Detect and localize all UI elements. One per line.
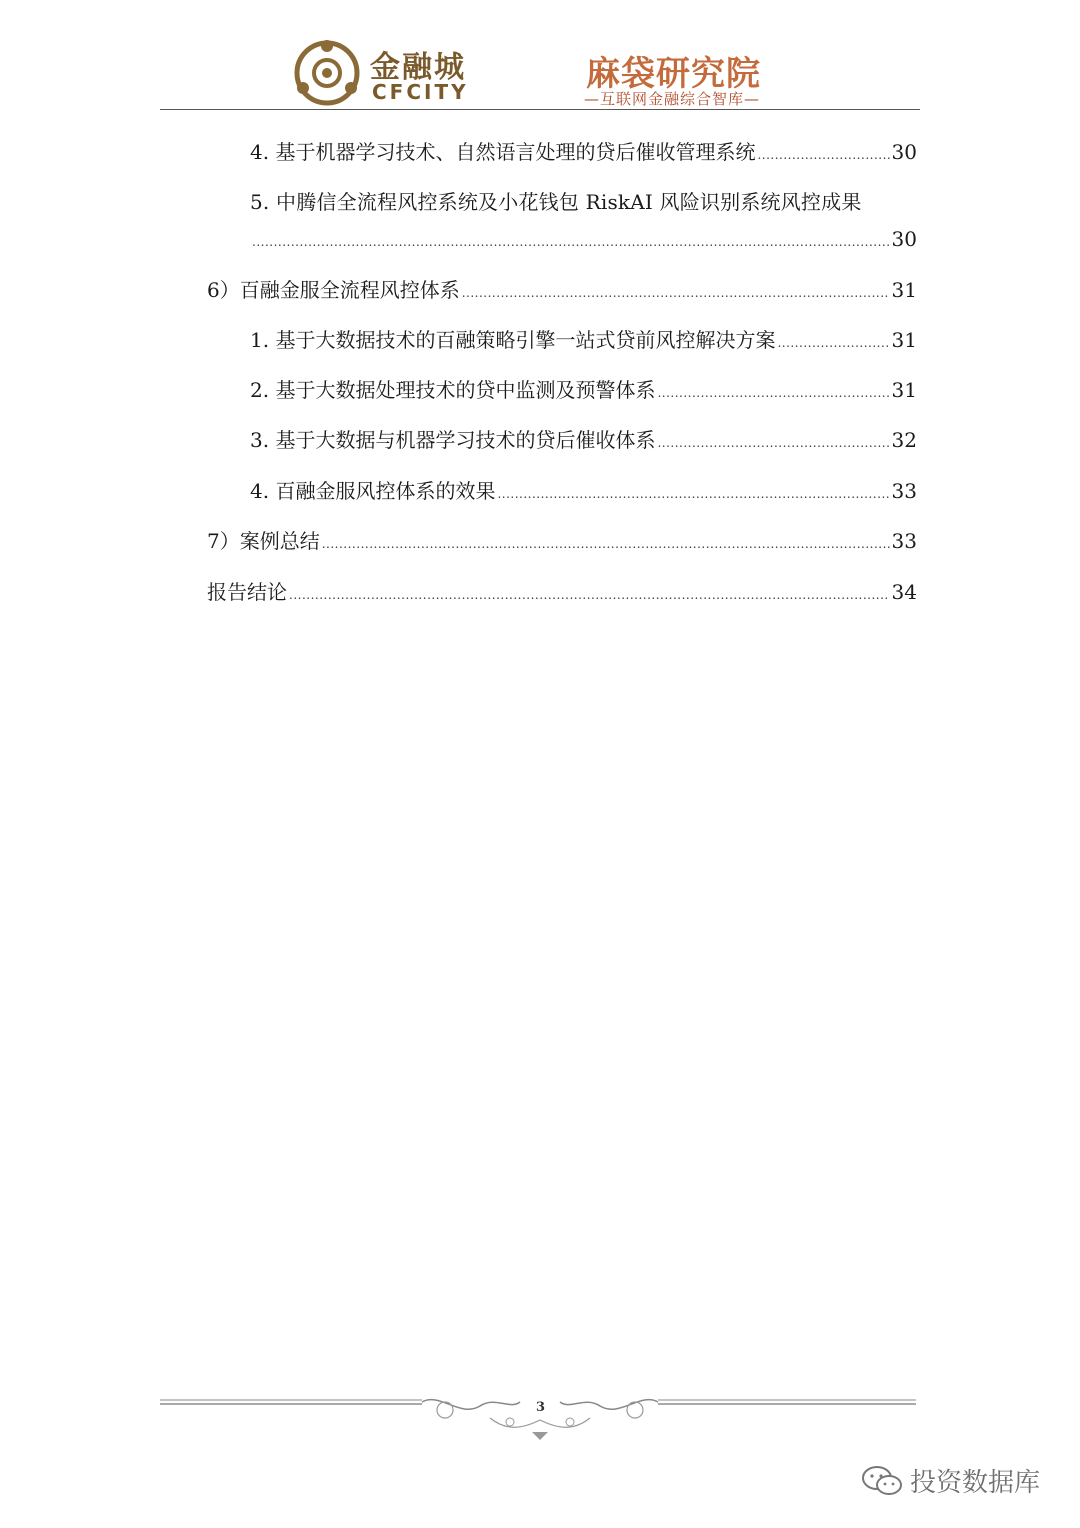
toc-entry-title: 4. 百融金服风控体系的效果 [250,479,496,503]
footer-ornament-icon [160,1388,920,1448]
watermark-text: 投资数据库 [910,1468,1041,1498]
toc-entry-page: 31 [891,328,917,352]
toc-entry[interactable] [207,578,917,609]
toc-leader-dots [289,581,890,609]
wechat-icon [860,1464,904,1498]
toc-leader-dots [757,141,889,169]
toc-entry-page: 33 [891,479,917,503]
page-footer [160,1388,920,1448]
toc-entry-page: 31 [891,378,917,402]
cfcity-en: CFCITY [372,80,469,104]
toc-entry-title: 3. 基于大数据与机器学习技术的贷后催收体系 [250,428,656,452]
toc-entry[interactable] [250,376,917,407]
page-header [160,36,920,110]
watermark [860,1462,1040,1499]
header-divider [160,109,920,110]
page-number: 3 [536,1400,546,1415]
toc-entry-title: 4. 基于机器学习技术、自然语言处理的贷后催收管理系统 [250,140,756,164]
toc-entry[interactable] [207,527,917,558]
toc-entry-page: 30 [891,227,917,251]
toc-leader-dots [462,279,890,307]
toc-entry-title: 6）百融金服全流程风控体系 [207,278,460,302]
toc-entry[interactable] [250,225,917,256]
toc-entry-page: 33 [891,529,917,553]
toc-entry[interactable] [207,276,917,307]
toc-leader-dots [657,429,889,457]
toc-entry[interactable] [250,426,917,457]
toc-entry[interactable] [250,138,917,169]
cfcity-name: 金融城 [370,50,466,85]
toc-leader-dots [777,329,889,357]
madai-institute-name: 麻袋研究院 [586,54,761,94]
toc-leader-dots [252,228,890,256]
toc-entry-page: 34 [891,580,917,604]
toc-entry-page: 32 [891,428,917,452]
madai-subtitle: —互联网金融综合智库— [584,90,761,108]
toc-entry[interactable] [250,477,917,508]
toc-entry-page: 30 [891,140,917,164]
toc-entry-title: 1. 基于大数据技术的百融策略引擎一站式贷前风控解决方案 [250,328,776,352]
toc-leader-dots [657,379,889,407]
toc-entry-page: 31 [891,278,917,302]
toc-leader-dots [322,530,890,558]
toc-leader-dots [497,480,889,508]
toc-entry-title: 7）案例总结 [207,529,320,553]
toc-entry-title[interactable]: 5. 中腾信全流程风控系统及小花钱包 RiskAI 风险识别系统风控成果 [250,190,862,214]
toc-entry-title: 报告结论 [207,580,287,604]
cfcity-logo-icon [292,38,362,108]
toc-entry-title: 2. 基于大数据处理技术的贷中监测及预警体系 [250,378,656,402]
toc-entry[interactable] [250,326,917,357]
